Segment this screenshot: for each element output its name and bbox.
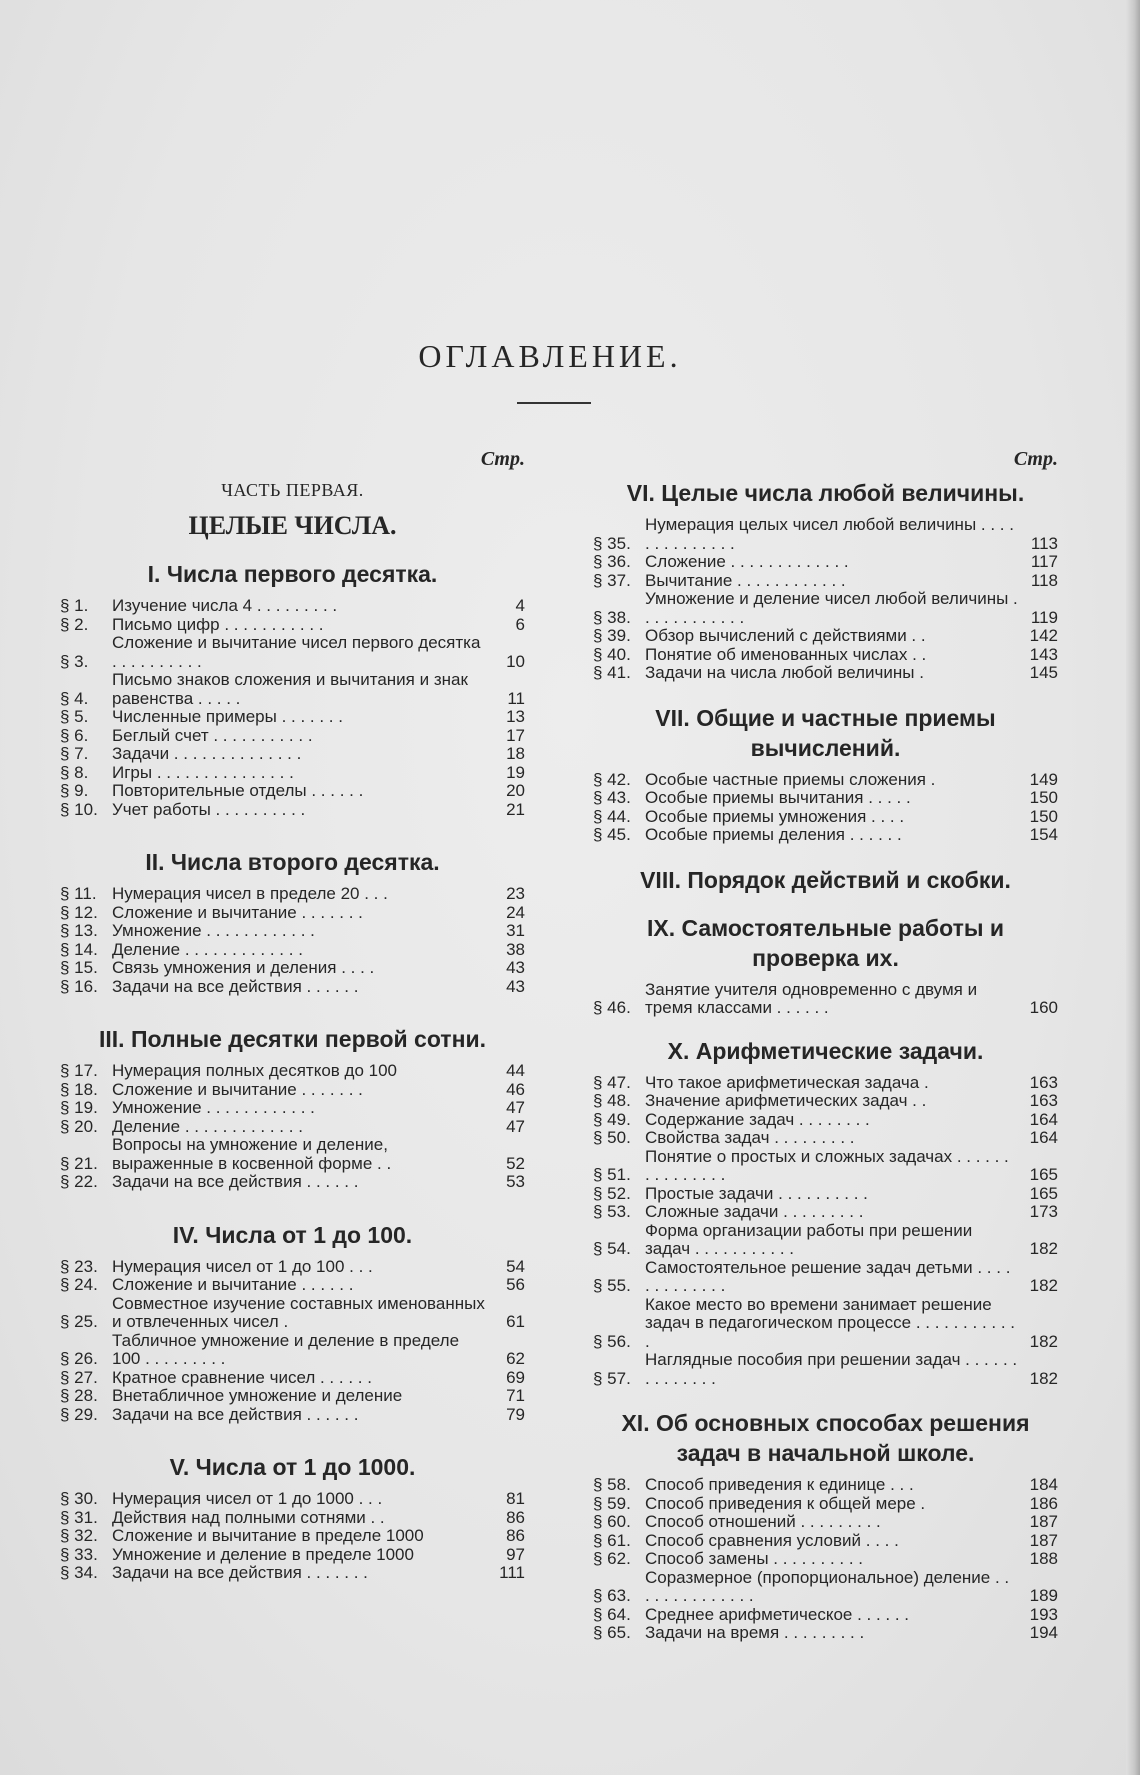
page-number: 69 xyxy=(506,1367,525,1387)
section-number: § 48. xyxy=(593,1091,631,1110)
toc-list xyxy=(593,516,1058,683)
page-number: 165 xyxy=(1029,1165,1058,1184)
page-number: 188 xyxy=(1029,1549,1058,1568)
page-number: 52 xyxy=(506,1153,525,1173)
part-subheading: ЦЕЛЫЕ ЧИСЛА. xyxy=(188,511,397,540)
chapter-heading: VIII. Порядок действий и скобки. xyxy=(640,866,1011,893)
toc-entry xyxy=(593,808,1058,827)
toc-entry xyxy=(593,789,1058,808)
entry-title: Письмо знаков сложения и вычитания и знак равенства . . . . . xyxy=(112,670,468,708)
toc-entry xyxy=(593,1203,1058,1222)
page-number: 193 xyxy=(1029,1604,1058,1624)
page-number: 47 xyxy=(506,1098,525,1117)
entry-title: Сложение и вычитание в пределе 1000 xyxy=(112,1526,424,1545)
entry-title: Умножение . . . . . . . . . . . . xyxy=(112,921,315,940)
toc-entry xyxy=(60,1564,525,1583)
page-number: 111 xyxy=(499,1563,525,1582)
page-edge xyxy=(1126,0,1140,1775)
section-number: § 40. xyxy=(593,644,631,664)
page-number: 62 xyxy=(506,1349,525,1368)
entry-title: Задачи . . . . . . . . . . . . . . xyxy=(112,744,302,763)
page-number: 160 xyxy=(1029,998,1058,1017)
toc-entry xyxy=(60,1081,525,1100)
entry-title: Деление . . . . . . . . . . . . . xyxy=(112,1116,303,1136)
section-number: § 24. xyxy=(60,1275,98,1294)
page-number: 189 xyxy=(1029,1586,1058,1605)
toc-list xyxy=(60,885,525,996)
toc-entry xyxy=(60,1527,525,1546)
section-number: § 29. xyxy=(60,1404,98,1424)
entry-title: Что такое арифметическая задача . xyxy=(645,1072,929,1092)
entry-title: Особые приемы деления . . . . . . xyxy=(645,825,902,844)
chapter-heading: I. Числа первого десятка. xyxy=(147,561,438,587)
entry-title: Понятие об именованных числах . . xyxy=(645,644,927,664)
toc-entry xyxy=(593,1074,1058,1093)
section-number: § 45. xyxy=(593,825,631,844)
entry-title: Способ приведения к общей мере . xyxy=(645,1493,926,1513)
section-number: § 25. xyxy=(60,1312,98,1331)
page-number: 10 xyxy=(506,651,525,671)
entry-title: Среднее арифметическое . . . . . . xyxy=(645,1604,910,1624)
toc-entry xyxy=(593,572,1058,591)
toc-entry xyxy=(593,1550,1058,1569)
toc-entry xyxy=(593,1476,1058,1495)
section-number: § 32. xyxy=(60,1526,98,1545)
toc-left-column xyxy=(60,448,525,1583)
toc-entry xyxy=(593,1495,1058,1514)
entry-title: Численные примеры . . . . . . . xyxy=(112,707,343,726)
page-number: 61 xyxy=(506,1312,525,1331)
entry-title: Сложение и вычитание . . . . . . . xyxy=(112,902,363,922)
title-rule xyxy=(517,402,591,404)
section-number: § 51. xyxy=(593,1165,631,1184)
entry-title: Особые приемы вычитания . . . . . xyxy=(645,788,911,807)
toc-entry xyxy=(593,1111,1058,1130)
page-number: 6 xyxy=(515,614,525,634)
toc-entry xyxy=(60,1276,525,1295)
toc-entry xyxy=(60,1509,525,1528)
toc-entry xyxy=(593,771,1058,790)
toc-list xyxy=(593,981,1058,1018)
toc-list xyxy=(593,1476,1058,1643)
toc-entry xyxy=(593,1148,1058,1185)
entry-title: Понятие о простых и сложных задачах . . . . . . . . . . . . . . . xyxy=(645,1146,1009,1184)
page-number: 13 xyxy=(506,707,525,726)
page-number: 150 xyxy=(1029,806,1058,826)
entry-title: Задачи на числа любой величины . xyxy=(645,663,924,682)
section-number: § 38. xyxy=(593,607,631,627)
page-number: 21 xyxy=(506,799,525,819)
toc-entry xyxy=(60,978,525,997)
entry-title: Внетабличное умножение и деление xyxy=(112,1386,403,1405)
chapter-heading: IV. Числа от 1 до 100. xyxy=(172,1221,413,1248)
page-number: 86 xyxy=(506,1526,525,1545)
section-number: § 43. xyxy=(593,788,631,807)
page-number: 182 xyxy=(1029,1239,1058,1258)
page-number: 43 xyxy=(506,976,525,996)
section-number: § 34. xyxy=(60,1563,98,1582)
entry-title: Наглядные пособия при решении задач . . . . . . . . . . . . . . xyxy=(645,1350,1018,1388)
entry-title: Совместное изучение составных именованных и отвлеченных чисел . xyxy=(112,1293,485,1331)
page-number: 53 xyxy=(506,1172,525,1191)
section-number: § 55. xyxy=(593,1276,631,1295)
chapter-heading: IX. Самостоятельные работы и проверка их. xyxy=(646,914,1005,971)
entry-title: Какое место во времени занимает решение задач в педагогическом процессе . . . . . . . . . . . . xyxy=(645,1294,1016,1351)
section-number: § 3. xyxy=(60,651,89,671)
entry-title: Способ приведения к единице . . . xyxy=(645,1475,914,1494)
entry-title: Нумерация чисел в пределе 20 . . . xyxy=(112,884,388,903)
entry-title: Нумерация целых чисел любой величины . . . . . . . . . . . . . . xyxy=(645,515,1014,553)
section-number: § 12. xyxy=(60,902,98,922)
page-number: 173 xyxy=(1029,1202,1058,1221)
toc-entry xyxy=(60,1173,525,1192)
page-number: 119 xyxy=(1030,607,1058,627)
page-number: 184 xyxy=(1029,1475,1058,1494)
toc-entry xyxy=(593,1296,1058,1352)
entry-title: Связь умножения и деления . . . . xyxy=(112,958,375,977)
page-number: 38 xyxy=(506,939,525,959)
toc-entry xyxy=(60,1136,525,1173)
toc-entry xyxy=(593,664,1058,683)
toc-entry xyxy=(60,904,525,923)
toc-list xyxy=(60,1490,525,1583)
page-number: 19 xyxy=(506,762,525,782)
toc-entry xyxy=(593,1351,1058,1388)
entry-title: Действия над полными сотнями . . xyxy=(112,1507,385,1527)
entry-title: Табличное умножение и деление в пределе 100 . . . . . . . . . xyxy=(112,1330,460,1368)
page-label: Стр. xyxy=(1013,448,1058,470)
section-number: § 18. xyxy=(60,1079,98,1099)
page-number: 187 xyxy=(1029,1530,1058,1550)
chapter-heading: VII. Общие и частные приемы вычислений. xyxy=(655,704,996,761)
page-number: 81 xyxy=(506,1489,525,1508)
entry-title: Умножение и деление в пределе 1000 xyxy=(112,1544,414,1564)
entry-title: Вычитание . . . . . . . . . . . . xyxy=(645,570,846,590)
toc-entry xyxy=(60,922,525,941)
chapter-heading: II. Числа второго десятка. xyxy=(145,849,440,875)
section-number: § 26. xyxy=(60,1349,98,1368)
entry-title: Задачи на все действия . . . . . . xyxy=(112,1172,359,1191)
toc-entry xyxy=(60,1062,525,1081)
page-number: 182 xyxy=(1029,1368,1058,1388)
entry-title: Самостоятельное решение задач детьми . . . . . . . . . . . . . xyxy=(645,1257,1011,1295)
page-number: 20 xyxy=(506,781,525,800)
page-number: 17 xyxy=(506,725,525,745)
page-number: 186 xyxy=(1029,1493,1058,1513)
page-number: 71 xyxy=(506,1386,525,1405)
section-number: § 63. xyxy=(593,1586,631,1605)
section-number: § 50. xyxy=(593,1128,631,1147)
toc-list xyxy=(60,1258,525,1425)
toc-entry xyxy=(60,1118,525,1137)
section-number: § 22. xyxy=(60,1172,98,1191)
toc-entry xyxy=(593,1532,1058,1551)
section-number: § 64. xyxy=(593,1604,631,1624)
chapter-heading: V. Числа от 1 до 1000. xyxy=(169,1454,416,1480)
entry-title: Обзор вычислений с действиями . . xyxy=(645,626,926,645)
section-number: § 41. xyxy=(593,663,631,682)
chapter-heading: III. Полные десятки первой сотни. xyxy=(99,1026,486,1052)
page-number: 145 xyxy=(1029,663,1058,682)
entry-title: Задачи на все действия . . . . . . xyxy=(112,976,359,996)
section-number: § 37. xyxy=(593,570,631,590)
entry-title: Сложение и вычитание . . . . . . xyxy=(112,1275,354,1294)
entry-title: Беглый счет . . . . . . . . . . . xyxy=(112,725,313,745)
page-number: 150 xyxy=(1029,788,1058,807)
entry-title: Способ отношений . . . . . . . . . xyxy=(645,1512,881,1531)
section-number: § 7. xyxy=(60,744,89,763)
entry-title: Задачи на все действия . . . . . . xyxy=(112,1404,359,1424)
entry-title: Сложение . . . . . . . . . . . . . xyxy=(645,552,849,571)
section-number: § 10. xyxy=(60,799,98,819)
entry-title: Способ сравнения условий . . . . xyxy=(645,1530,899,1550)
section-number: § 52. xyxy=(593,1183,631,1203)
section-number: § 28. xyxy=(60,1386,98,1405)
toc-entry xyxy=(60,1490,525,1509)
toc-entry xyxy=(60,764,525,783)
page-number: 11 xyxy=(507,688,525,708)
chapter-heading: XI. Об основных способах решения задач в начальной школе. xyxy=(621,1410,1030,1466)
toc-entry xyxy=(593,1606,1058,1625)
page-number: 79 xyxy=(506,1404,525,1424)
entry-title: Умножение . . . . . . . . . . . . xyxy=(112,1098,315,1117)
section-number: § 4. xyxy=(60,688,89,708)
toc-entry xyxy=(60,1369,525,1388)
section-number: § 21. xyxy=(60,1153,98,1173)
entry-title: Учет работы . . . . . . . . . . xyxy=(112,799,306,819)
chapter-heading: X. Арифметические задачи. xyxy=(667,1037,984,1064)
toc-entry xyxy=(60,634,525,671)
page-number: 44 xyxy=(506,1061,525,1080)
page-number: 97 xyxy=(506,1544,525,1564)
entry-title: Игры . . . . . . . . . . . . . . . xyxy=(112,762,294,782)
entry-title: Умножение и деление чисел любой величины . . . . . . . . . . . . xyxy=(645,589,1018,627)
section-number: § 5. xyxy=(60,707,89,726)
page-number: 163 xyxy=(1029,1091,1058,1110)
section-number: § 46. xyxy=(593,998,631,1017)
page-number: 182 xyxy=(1029,1331,1058,1351)
entry-title: Сложные задачи . . . . . . . . . xyxy=(645,1202,864,1221)
chapter-heading: VI. Целые числа любой величины. xyxy=(626,480,1025,506)
page-number: 117 xyxy=(1030,552,1058,571)
page-number: 187 xyxy=(1029,1512,1058,1531)
entry-title: Кратное сравнение чисел . . . . . . xyxy=(112,1367,372,1387)
entry-title: Занятие учителя одновременно с двумя и тремя классами . . . . . . xyxy=(645,979,978,1017)
toc-entry xyxy=(60,616,525,635)
page-number: 43 xyxy=(506,958,525,977)
toc-entry xyxy=(593,981,1058,1018)
entry-title: Особые приемы умножения . . . . xyxy=(645,806,905,826)
page-number: 23 xyxy=(506,884,525,903)
toc-right-column xyxy=(593,448,1058,1643)
section-number: § 42. xyxy=(593,769,631,789)
toc-entry xyxy=(593,1259,1058,1296)
toc-entry xyxy=(593,1624,1058,1643)
toc-entry xyxy=(593,646,1058,665)
section-number: § 27. xyxy=(60,1367,98,1387)
section-number: § 30. xyxy=(60,1489,98,1508)
section-number: § 58. xyxy=(593,1475,631,1494)
section-number: § 15. xyxy=(60,958,98,977)
section-number: § 1. xyxy=(60,596,89,615)
page-number: 54 xyxy=(506,1256,525,1276)
toc-entry xyxy=(593,826,1058,845)
toc-entry xyxy=(60,708,525,727)
section-number: § 19. xyxy=(60,1098,98,1117)
page-number: 56 xyxy=(506,1275,525,1294)
page-number: 86 xyxy=(506,1507,525,1527)
entry-title: Нумерация чисел от 1 до 1000 . . . xyxy=(112,1489,383,1508)
entry-title: Форма организации работы при решении задач . . . . . . . . . . . xyxy=(645,1220,973,1258)
toc-list xyxy=(60,597,525,819)
page-number: 24 xyxy=(506,902,525,922)
section-number: § 54. xyxy=(593,1239,631,1258)
page-number: 4 xyxy=(515,596,525,615)
entry-title: Задачи на все действия . . . . . . . xyxy=(112,1563,368,1582)
toc-list xyxy=(60,1062,525,1192)
page-number: 142 xyxy=(1029,626,1058,645)
toc-entry xyxy=(593,516,1058,553)
section-number: § 65. xyxy=(593,1623,631,1642)
toc-entry xyxy=(60,941,525,960)
toc-entry xyxy=(593,1513,1058,1532)
page-number: 143 xyxy=(1029,644,1058,664)
page-number: 18 xyxy=(506,744,525,763)
entry-title: Вопросы на умножение и деление, выраженные в косвенной форме . . xyxy=(112,1135,392,1173)
section-number: § 61. xyxy=(593,1530,631,1550)
section-number: § 11. xyxy=(60,884,97,903)
toc-entry xyxy=(60,1406,525,1425)
toc-entry xyxy=(60,727,525,746)
section-number: § 56. xyxy=(593,1331,631,1351)
toc-entry xyxy=(60,1099,525,1118)
toc-entry xyxy=(60,1332,525,1369)
section-number: § 35. xyxy=(593,533,631,553)
entry-title: Особые частные приемы сложения . xyxy=(645,769,936,789)
toc-entry xyxy=(60,782,525,801)
section-number: § 6. xyxy=(60,725,89,745)
toc-entry xyxy=(593,1092,1058,1111)
toc-entry xyxy=(60,1387,525,1406)
page-number: 164 xyxy=(1029,1128,1058,1147)
entry-title: Сложение и вычитание чисел первого десятка . . . . . . . . . . xyxy=(112,633,481,671)
page-number: 113 xyxy=(1030,533,1058,553)
toc-entry xyxy=(60,1258,525,1277)
toc-entry xyxy=(60,885,525,904)
section-number: § 47. xyxy=(593,1072,631,1092)
entry-title: Соразмерное (пропорциональное) деление . . . . . . . . . . . . . . xyxy=(645,1567,1010,1605)
section-number: § 20. xyxy=(60,1116,98,1136)
page-number: 163 xyxy=(1029,1072,1058,1092)
toc-entry xyxy=(60,671,525,708)
entry-title: Способ замены . . . . . . . . . . xyxy=(645,1549,864,1568)
entry-title: Сложение и вычитание . . . . . . . xyxy=(112,1079,363,1099)
toc-entry xyxy=(60,745,525,764)
entry-title: Простые задачи . . . . . . . . . . xyxy=(645,1183,868,1203)
toc-list xyxy=(593,1074,1058,1389)
toc-entry xyxy=(593,553,1058,572)
toc-entry xyxy=(593,1185,1058,1204)
page-label: Стр. xyxy=(480,448,525,470)
section-number: § 49. xyxy=(593,1109,631,1129)
entry-title: Письмо цифр . . . . . . . . . . . xyxy=(112,614,324,634)
section-number: § 57. xyxy=(593,1368,631,1388)
section-number: § 60. xyxy=(593,1512,631,1531)
section-number: § 33. xyxy=(60,1544,98,1564)
toc-entry xyxy=(60,1546,525,1565)
page-number: 154 xyxy=(1029,825,1058,844)
page-number: 46 xyxy=(506,1079,525,1099)
section-number: § 14. xyxy=(60,939,98,959)
page-number: 194 xyxy=(1029,1623,1058,1642)
section-number: § 16. xyxy=(60,976,98,996)
page-number: 164 xyxy=(1029,1109,1058,1129)
section-number: § 59. xyxy=(593,1493,631,1513)
toc-entry xyxy=(60,801,525,820)
toc-entry xyxy=(593,1569,1058,1606)
section-number: § 2. xyxy=(60,614,89,634)
page-number: 149 xyxy=(1029,769,1058,789)
page-number: 118 xyxy=(1030,570,1058,590)
section-number: § 23. xyxy=(60,1256,98,1276)
page-number: 31 xyxy=(506,921,525,940)
page-number: 182 xyxy=(1029,1276,1058,1295)
section-number: § 31. xyxy=(60,1507,98,1527)
toc-list xyxy=(593,771,1058,845)
section-number: § 39. xyxy=(593,626,631,645)
entry-title: Нумерация чисел от 1 до 100 . . . xyxy=(112,1256,373,1276)
toc-entry xyxy=(593,1222,1058,1259)
section-number: § 62. xyxy=(593,1549,631,1568)
section-number: § 9. xyxy=(60,781,89,800)
entry-title: Значение арифметических задач . . xyxy=(645,1091,927,1110)
section-number: § 44. xyxy=(593,806,631,826)
toc-entry xyxy=(60,1295,525,1332)
entry-title: Деление . . . . . . . . . . . . . xyxy=(112,939,303,959)
section-number: § 13. xyxy=(60,921,98,940)
page-title: ОГЛАВЛЕНИЕ. xyxy=(418,338,682,374)
entry-title: Повторительные отделы . . . . . . xyxy=(112,781,364,800)
toc-entry xyxy=(593,590,1058,627)
toc-entry xyxy=(593,627,1058,646)
entry-title: Свойства задач . . . . . . . . . xyxy=(645,1128,855,1147)
page-number: 47 xyxy=(506,1116,525,1136)
toc-entry xyxy=(60,597,525,616)
entry-title: Содержание задач . . . . . . . . xyxy=(645,1109,870,1129)
entry-title: Нумерация полных десятков до 100 xyxy=(112,1061,397,1080)
section-number: § 53. xyxy=(593,1202,631,1221)
entry-title: Изучение числа 4 . . . . . . . . . xyxy=(112,596,338,615)
part-heading: ЧАСТЬ ПЕРВАЯ. xyxy=(221,480,364,500)
section-number: § 8. xyxy=(60,762,89,782)
section-number: § 17. xyxy=(60,1061,98,1080)
toc-entry xyxy=(60,959,525,978)
section-number: § 36. xyxy=(593,552,631,571)
toc-entry xyxy=(593,1129,1058,1148)
entry-title: Задачи на время . . . . . . . . . xyxy=(645,1623,865,1642)
page-number: 165 xyxy=(1029,1183,1058,1203)
